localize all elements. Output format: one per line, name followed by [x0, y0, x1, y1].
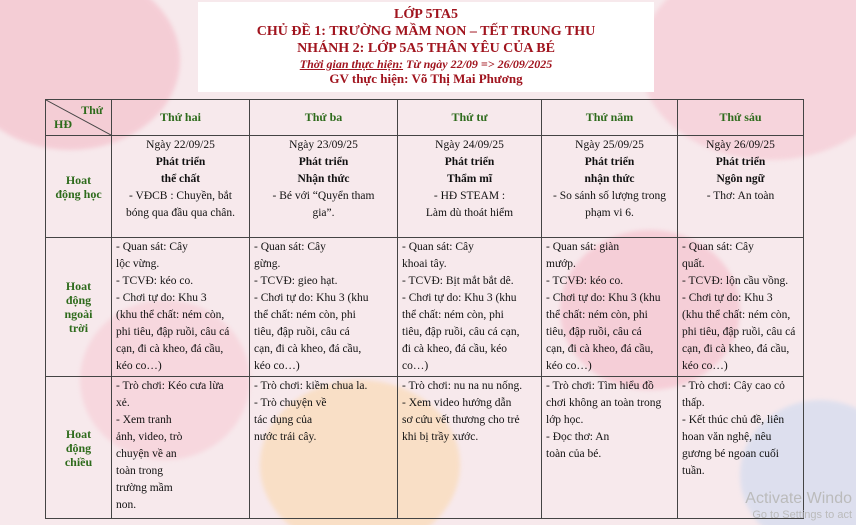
content-line: co…) — [402, 360, 429, 372]
domain: Phát triển — [444, 156, 495, 168]
date: Ngày 23/09/25 — [289, 139, 358, 151]
date: Ngày 26/09/25 — [706, 139, 775, 151]
content-line: thể chất: ném còn, phi — [254, 309, 356, 321]
content-line: sơ cứu vết thương cho trẻ — [402, 414, 520, 426]
content-line: - Chơi tự do: Khu 3 (khu — [546, 292, 661, 304]
hoc-cell-friday — [678, 136, 804, 238]
content-line: kéo co…) — [254, 360, 300, 372]
time-value: Từ ngày 22/09 => 26/09/2025 — [403, 57, 553, 71]
domain: thể chất — [160, 173, 201, 185]
domain: Phát triển — [715, 156, 766, 168]
row-label-chieu — [46, 377, 112, 519]
content-line: cạn, đi cà kheo, đá cầu, — [254, 343, 362, 355]
content-line: - Đọc thơ: An — [546, 431, 610, 443]
corner-cell — [46, 100, 112, 136]
content-line: - Xem tranh — [116, 414, 172, 426]
content-line: trường mầm — [116, 482, 173, 494]
content-line: cạn, đi cà kheo, đá cầu, — [682, 343, 790, 355]
content-line: - TCVĐ: Bịt mắt bắt dê. — [402, 275, 514, 287]
date: Ngày 25/09/25 — [575, 139, 644, 151]
content-line: kéo co…) — [546, 360, 592, 372]
content-line: - Quan sát: Cây — [402, 241, 474, 253]
content-line: (khu thể chất: ném còn, — [116, 309, 225, 321]
date: Ngày 22/09/25 — [146, 139, 215, 151]
ngoai-cell-wednesday — [398, 238, 542, 377]
time-label: Thời gian thực hiện: — [299, 57, 404, 71]
domain: Phát triển — [298, 156, 349, 168]
content-line: - Chơi tự do: Khu 3 — [682, 292, 773, 304]
content-line: cạn, đi cà kheo, đá cầu, — [116, 343, 224, 355]
content-line: tiêu, đập ruồi, câu cá cạn, — [402, 326, 520, 338]
content-line: tiêu, đập ruồi, câu cá — [254, 326, 350, 338]
content-line: tuần. — [682, 465, 705, 477]
content-line: - Trò chơi: kiềm chua la. — [254, 380, 368, 392]
content-line: - Trò chơi: nu na nu nống. — [402, 380, 523, 392]
content-line: toàn trong — [116, 465, 163, 477]
schedule-table — [45, 99, 804, 519]
domain: Ngôn ngữ — [716, 173, 765, 185]
row-label-line: ngoài — [64, 307, 93, 321]
ngoai-cell-friday — [678, 238, 804, 377]
day-header-monday: Thứ hai — [112, 100, 250, 136]
content-line: thể chất: ném còn, phi — [402, 309, 504, 321]
content-line: chuyện về an — [116, 448, 177, 460]
hoc-cell-tuesday — [250, 136, 398, 238]
content-line: bóng qua đầu qua chân. — [126, 207, 235, 219]
domain: nhận thức — [584, 173, 635, 185]
content-line: - TCVĐ: kéo co. — [116, 275, 194, 287]
content-line: - Bé với “Quyển tham — [272, 190, 375, 202]
domain: Thẩm mĩ — [446, 173, 493, 185]
content-line: Làm dù thoát hiểm — [425, 207, 514, 219]
content-line: - So sánh số lượng trong — [553, 190, 666, 202]
row-hoat-dong-hoc — [46, 136, 804, 238]
corner-day-label: Thứ — [81, 103, 103, 117]
day-header-friday: Thứ sáu — [678, 100, 804, 136]
chieu-cell-thursday — [542, 377, 678, 519]
content-line: khoai tây. — [402, 258, 447, 270]
chieu-cell-tuesday — [250, 377, 398, 519]
content-line: (khu thể chất: ném còn, — [682, 309, 791, 321]
row-hoat-dong-ngoai-troi — [46, 238, 804, 377]
day-header-tuesday: Thứ ba — [250, 100, 398, 136]
content-line: phi tiêu, đập ruồi, câu cá — [116, 326, 230, 338]
row-label-line: Hoat — [65, 426, 92, 441]
content-line: chơi không an toàn trong — [546, 397, 662, 409]
content-line: - Chơi tự do: Khu 3 (khu — [254, 292, 369, 304]
content-line: - TCVĐ: kéo co. — [546, 275, 624, 287]
content-line: toàn của bé. — [546, 448, 602, 460]
content-line: đi cà kheo, đá cầu, kéo — [402, 343, 508, 355]
row-label-line: Hoat — [65, 172, 92, 187]
date: Ngày 24/09/25 — [435, 139, 504, 151]
branch-title: NHÁNH 2: LỚP 5A5 THÂN YÊU CỦA BÉ — [297, 41, 555, 56]
content-line: mướp. — [546, 258, 576, 270]
content-line: khi bị trầy xước. — [402, 431, 479, 443]
content-line: - VĐCB : Chuyền, bắt — [129, 190, 232, 202]
domain: Phát triển — [155, 156, 206, 168]
content-line: thể chất: ném còn, phi — [546, 309, 648, 321]
content-line: hoan văn nghệ, nêu — [682, 431, 772, 443]
hoc-cell-wednesday — [398, 136, 542, 238]
content-line: kéo co…) — [682, 360, 728, 372]
hoc-cell-monday — [112, 136, 250, 238]
row-label-line: trời — [68, 321, 89, 335]
content-line: thấp. — [682, 397, 705, 409]
content-line: - Quan sát: Cây — [682, 241, 754, 253]
row-label-hoc — [46, 136, 112, 238]
content-line: - Trò chơi: Kéo cưa lừa — [116, 380, 224, 392]
row-label-line: chiều — [64, 454, 93, 469]
corner-activity-label: HĐ — [54, 117, 72, 131]
ngoai-cell-thursday — [542, 238, 678, 377]
topic-title: CHỦ ĐỀ 1: TRƯỜNG MẦM NON – TẾT TRUNG THU — [256, 24, 596, 39]
row-label-line: động — [65, 440, 92, 455]
chieu-cell-wednesday — [398, 377, 542, 519]
time-line — [198, 57, 654, 72]
domain: Phát triển — [584, 156, 635, 168]
content-line: nước trái cây. — [254, 431, 317, 443]
row-label-line: động học — [55, 186, 102, 201]
row-hoat-dong-chieu — [46, 377, 804, 519]
content-line: - Quan sát: giàn — [546, 241, 620, 253]
content-line: kéo co…) — [116, 360, 162, 372]
content-line: xẻ. — [116, 397, 130, 409]
content-line: ảnh, video, trò — [116, 431, 183, 443]
domain: Nhận thức — [297, 173, 350, 185]
chieu-cell-monday — [112, 377, 250, 519]
content-line: lớp học. — [546, 414, 584, 426]
content-line: gương bé ngoan cuối — [682, 448, 779, 460]
content-line: phạm vi 6. — [585, 207, 634, 219]
row-label-ngoai — [46, 238, 112, 377]
content-line: cạn, đi cà kheo, đá cầu, — [546, 343, 654, 355]
day-header-wednesday: Thứ tư — [398, 100, 542, 136]
class-name: LỚP 5TA5 — [394, 7, 458, 22]
ngoai-cell-tuesday — [250, 238, 398, 377]
content-line: - TCVĐ: gieo hạt. — [254, 275, 338, 287]
content-line: quất. — [682, 258, 705, 270]
hoc-cell-thursday — [542, 136, 678, 238]
content-line: - TCVĐ: lộn cầu vồng. — [682, 275, 789, 287]
content-line: - Trò chuyện về — [254, 397, 327, 409]
row-label-line: động — [65, 293, 92, 307]
content-line: - Trò chơi: Cây cao cỏ — [682, 380, 785, 392]
content-line: tác dụng của — [254, 414, 313, 426]
content-line: tiêu, đập ruồi, câu cá — [546, 326, 642, 338]
content-line: - Thơ: An toàn — [706, 190, 775, 202]
content-line: - Xem video hướng dẫn — [402, 397, 512, 409]
day-header-thursday: Thứ năm — [542, 100, 678, 136]
content-line: - Kết thúc chủ đề, liên — [682, 414, 785, 426]
header-box — [198, 2, 654, 92]
content-line: - Quan sát: Cây — [116, 241, 188, 253]
watermark-line: Activate Windo — [745, 490, 852, 507]
content-line: gia”. — [312, 207, 335, 219]
watermark-line: Go to Settings to act — [752, 509, 852, 521]
content-line: non. — [116, 499, 137, 511]
teacher-line: GV thực hiện: Võ Thị Mai Phương — [329, 71, 523, 86]
content-line: - Chơi tự do: Khu 3 (khu — [402, 292, 517, 304]
content-line: - Trò chơi: Tìm hiểu đồ — [546, 380, 654, 392]
row-label-line: Hoat — [65, 279, 92, 293]
activate-windows-watermark — [745, 491, 852, 523]
content-line: gừng. — [254, 258, 281, 270]
content-line: - Quan sát: Cây — [254, 241, 326, 253]
ngoai-cell-monday — [112, 238, 250, 377]
content-line: phi tiêu, đập ruồi, câu cá — [682, 326, 796, 338]
content-line: - Chơi tự do: Khu 3 — [116, 292, 207, 304]
content-line: - HĐ STEAM : — [433, 190, 506, 202]
content-line: lộc vừng. — [116, 258, 160, 270]
